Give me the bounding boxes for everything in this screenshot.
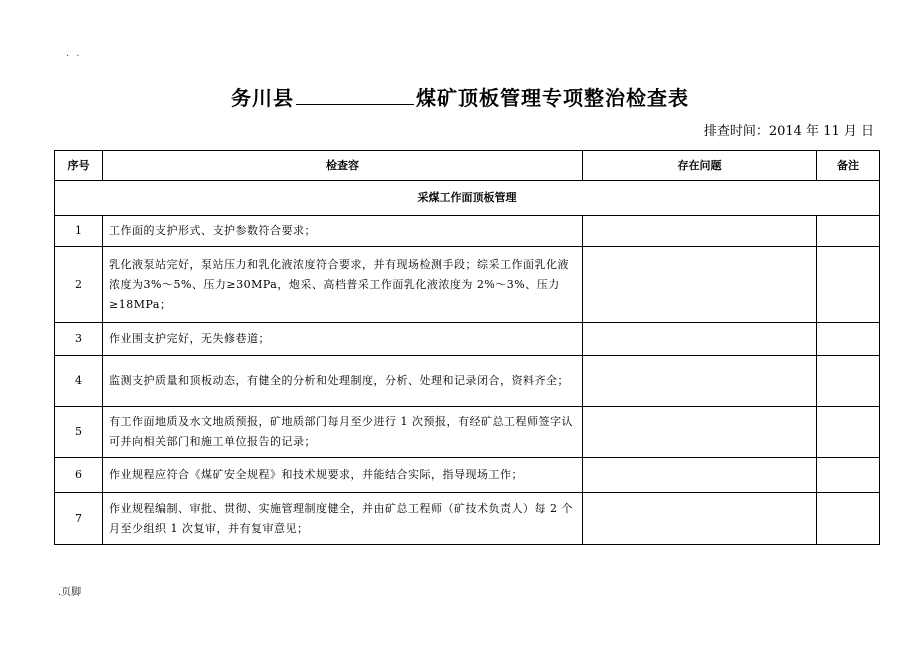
- row-remarks-cell[interactable]: [817, 247, 880, 323]
- table-row: [55, 216, 880, 247]
- row-issues-cell[interactable]: [583, 407, 817, 458]
- row-issues-cell[interactable]: [583, 493, 817, 545]
- title-main: 煤矿顶板管理专项整治检查表: [416, 86, 689, 110]
- row-content: 工作面的支护形式、支护参数符合要求；: [103, 216, 583, 247]
- row-remarks-cell[interactable]: [817, 216, 880, 247]
- row-content: 作业围支护完好，无失修巷道；: [103, 323, 583, 356]
- row-remarks-cell[interactable]: [817, 407, 880, 458]
- row-no: 6: [55, 458, 103, 493]
- row-no: 7: [55, 493, 103, 545]
- table-row: [55, 458, 880, 493]
- table-row: [55, 247, 880, 323]
- row-content: 有工作面地质及水文地质预报，矿地质部门每月至少进行 1 次预报，有经矿总工程师签字认可并向相关部门和施工单位报告的记录；: [103, 407, 583, 458]
- table-row: [55, 493, 880, 545]
- inspection-table: [54, 150, 880, 545]
- row-no: 1: [55, 216, 103, 247]
- row-remarks-cell[interactable]: [817, 493, 880, 545]
- footer-mark: .页脚: [58, 587, 82, 598]
- table-row: [55, 323, 880, 356]
- header-issues: 存在问题: [583, 151, 817, 181]
- row-content: 监测支护质量和顶板动态，有健全的分析和处理制度，分析、处理和记录闭合，资料齐全；: [103, 356, 583, 407]
- row-content: 乳化液泵站完好，泵站压力和乳化液浓度符合要求，并有现场检测手段；综采工作面乳化液浓度为3%～5%、压力≥30MPa，炮采、高档普采工作面乳化液浓度为 2%～3%、压力≥18MPa；: [103, 247, 583, 323]
- header-mark: . .: [66, 48, 82, 59]
- row-content: 作业规程编制、审批、贯彻、实施管理制度健全，并由矿总工程师（矿技术负责人）每 2 个月至少组织 1 次复审，并有复审意见；: [103, 493, 583, 545]
- row-issues-cell[interactable]: [583, 458, 817, 493]
- header-content: 检查容: [103, 151, 583, 181]
- section-row: [55, 181, 880, 216]
- row-remarks-cell[interactable]: [817, 356, 880, 407]
- row-no: 5: [55, 407, 103, 458]
- row-issues-cell[interactable]: [583, 356, 817, 407]
- header-remarks: 备注: [817, 151, 880, 181]
- row-issues-cell[interactable]: [583, 323, 817, 356]
- title-county: 务川县: [231, 86, 294, 110]
- section-title: 采煤工作面顶板管理: [55, 181, 880, 216]
- row-issues-cell[interactable]: [583, 216, 817, 247]
- page-title: [0, 82, 920, 111]
- row-content: 作业规程应符合《煤矿安全规程》和技术规要求，并能结合实际，指导现场工作；: [103, 458, 583, 493]
- table-row: [55, 407, 880, 458]
- table-row: [55, 356, 880, 407]
- title-blank-line: [296, 86, 414, 105]
- table-header-row: [55, 151, 880, 181]
- row-remarks-cell[interactable]: [817, 323, 880, 356]
- header-no: 序号: [55, 151, 103, 181]
- row-no: 4: [55, 356, 103, 407]
- row-issues-cell[interactable]: [583, 247, 817, 323]
- row-no: 3: [55, 323, 103, 356]
- row-no: 2: [55, 247, 103, 323]
- check-date: 排查时间：2014 年 11 月 日: [703, 124, 874, 139]
- row-remarks-cell[interactable]: [817, 458, 880, 493]
